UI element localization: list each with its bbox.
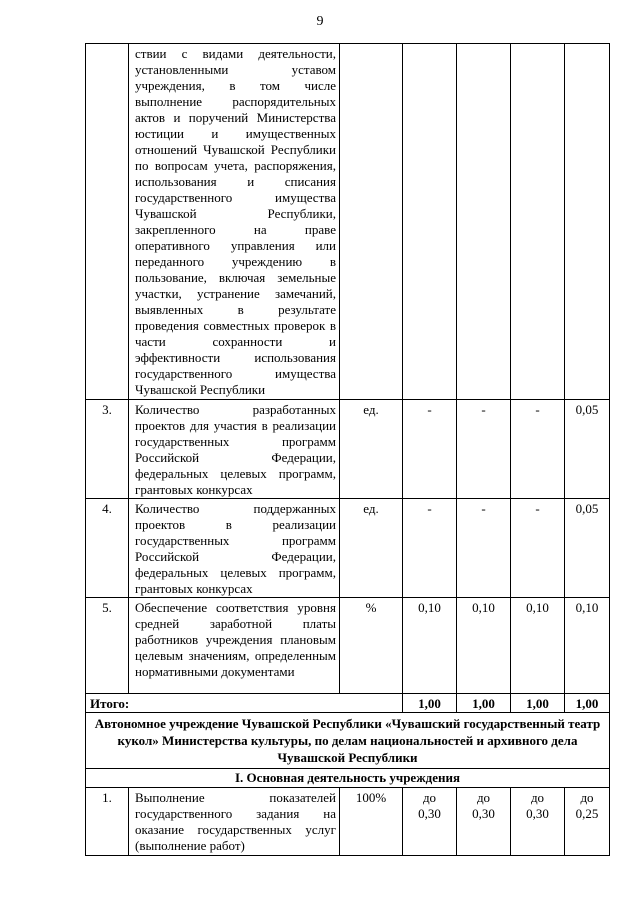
row-number: 3. bbox=[86, 400, 129, 499]
value: 0,25 bbox=[575, 806, 599, 821]
value-cell bbox=[457, 44, 511, 400]
total-value: 1,00 bbox=[403, 694, 457, 713]
value-prefix: до bbox=[422, 790, 437, 805]
row-number-cell bbox=[86, 44, 129, 400]
institution-heading: Автономное учреждение Чувашской Республики «Чувашский государственный театр кукол» Министерства культуры, по делам национальностей и архивного дела Чувашской Республики bbox=[86, 713, 610, 769]
value-cell: - bbox=[403, 499, 457, 598]
value-prefix: до bbox=[580, 790, 594, 805]
unit-cell: % bbox=[340, 598, 403, 694]
row-number: 1. bbox=[86, 788, 129, 856]
indicator-description: ствии с видами деятельности, установленными уставом учреждения, в том числе выполнение распорядительных актов и поручений Министерства юстиции и имущественных отношений Чувашской Республики по вопросам учета, распоряжения, использования и списания государственного имущества Чувашской Республики, закрепленного на праве оперативного управления или переданного учреждению в пользование, включая земельные участки, устранение замечаний, выявленных в результате проведения совместных проверок в части сохранности и эффективности использования государственного имущества Чувашской Республики bbox=[129, 44, 340, 400]
value-cell bbox=[403, 44, 457, 400]
value-cell bbox=[511, 44, 565, 400]
value-cell bbox=[565, 788, 610, 856]
page-number: 9 bbox=[316, 14, 324, 29]
unit-cell: ед. bbox=[340, 400, 403, 499]
value-cell: 0,05 bbox=[565, 400, 610, 499]
value-cell: - bbox=[457, 499, 511, 598]
total-value: 1,00 bbox=[565, 694, 610, 713]
value-cell: - bbox=[511, 499, 565, 598]
value-cell bbox=[565, 44, 610, 400]
value: 0,30 bbox=[472, 806, 495, 821]
value-cell: 0,10 bbox=[565, 598, 610, 694]
value-cell bbox=[403, 788, 457, 856]
table-row bbox=[86, 499, 610, 598]
unit-cell: 100% bbox=[340, 788, 403, 856]
value-cell: - bbox=[511, 400, 565, 499]
unit-cell bbox=[340, 44, 403, 400]
indicators-table bbox=[85, 43, 610, 856]
value-prefix: до bbox=[476, 790, 491, 805]
unit-cell: ед. bbox=[340, 499, 403, 598]
total-value: 1,00 bbox=[457, 694, 511, 713]
table-row bbox=[86, 598, 610, 694]
total-label: Итого: bbox=[86, 694, 403, 713]
value-cell: 0,10 bbox=[511, 598, 565, 694]
value-cell: - bbox=[457, 400, 511, 499]
value-cell bbox=[511, 788, 565, 856]
value-cell: 0,10 bbox=[457, 598, 511, 694]
value-cell: 0,10 bbox=[403, 598, 457, 694]
table-row bbox=[86, 788, 610, 856]
value-cell: 0,05 bbox=[565, 499, 610, 598]
total-value: 1,00 bbox=[511, 694, 565, 713]
section-heading: I. Основная деятельность учреждения bbox=[86, 769, 610, 788]
institution-heading-row bbox=[86, 713, 610, 769]
value-cell: - bbox=[403, 400, 457, 499]
value: 0,30 bbox=[418, 806, 441, 821]
value: 0,30 bbox=[526, 806, 549, 821]
table-row bbox=[86, 400, 610, 499]
total-row bbox=[86, 694, 610, 713]
section-heading-row bbox=[86, 769, 610, 788]
indicator-description: Обеспечение соответствия уровня средней заработной платы работников учреждения плановым целевым значениям, определенным нормативными документами bbox=[129, 598, 340, 694]
indicator-description: Количество разработанных проектов для участия в реализации государственных программ Российской Федерации, федеральных целевых программ, грантовых конкурсах bbox=[129, 400, 340, 499]
indicator-description: Количество поддержанных проектов в реализации государственных программ Российской Федерации, федеральных целевых программ, грантовых конкурсах bbox=[129, 499, 340, 598]
value-cell bbox=[457, 788, 511, 856]
row-number: 5. bbox=[86, 598, 129, 694]
indicator-description: Выполнение показателей государственного задания на оказание государственных услуг (выполнение работ) bbox=[129, 788, 340, 856]
row-number: 4. bbox=[86, 499, 129, 598]
value-prefix: до bbox=[530, 790, 545, 805]
table-row-continued bbox=[86, 44, 610, 400]
